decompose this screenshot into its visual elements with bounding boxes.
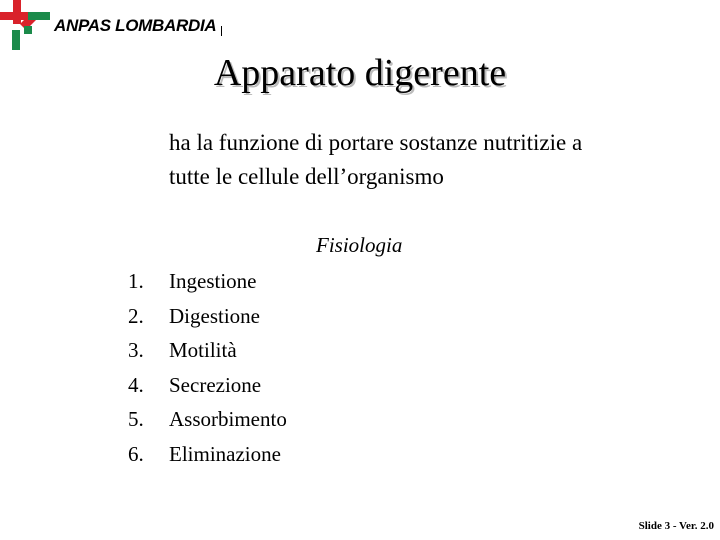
list-item-number: 1.: [128, 269, 144, 293]
list-item-text: Ingestione: [169, 269, 257, 293]
list-item-number: 4.: [128, 372, 144, 397]
anpas-cross-icon: [0, 0, 52, 56]
list-item-text: Secrezione: [169, 372, 262, 397]
list-item-text: Eliminazione: [169, 441, 281, 466]
slide-footer: Slide 3 - Ver. 2.0: [638, 520, 714, 532]
slide-title: Apparato digerente: [213, 52, 507, 94]
section-label: Fisiologia: [316, 233, 403, 257]
logo-text: ANPAS LOMBARDIA: [54, 16, 217, 35]
list-item-number: 2.: [128, 303, 144, 328]
list-item-text: Digestione: [169, 303, 260, 328]
list-item-text: Motilità: [169, 338, 237, 363]
logo-divider: [221, 26, 222, 36]
anpas-logo: [0, 0, 230, 56]
list-item-number: 6.: [128, 441, 144, 466]
list-item-text: Assorbimento: [169, 407, 287, 432]
intro-text: ha la funzione di portare sostanze nutritizie a tutte le cellule dell’organismo: [169, 130, 583, 189]
list-item-number: 5.: [128, 407, 144, 432]
list-item-number: 3.: [128, 338, 144, 363]
